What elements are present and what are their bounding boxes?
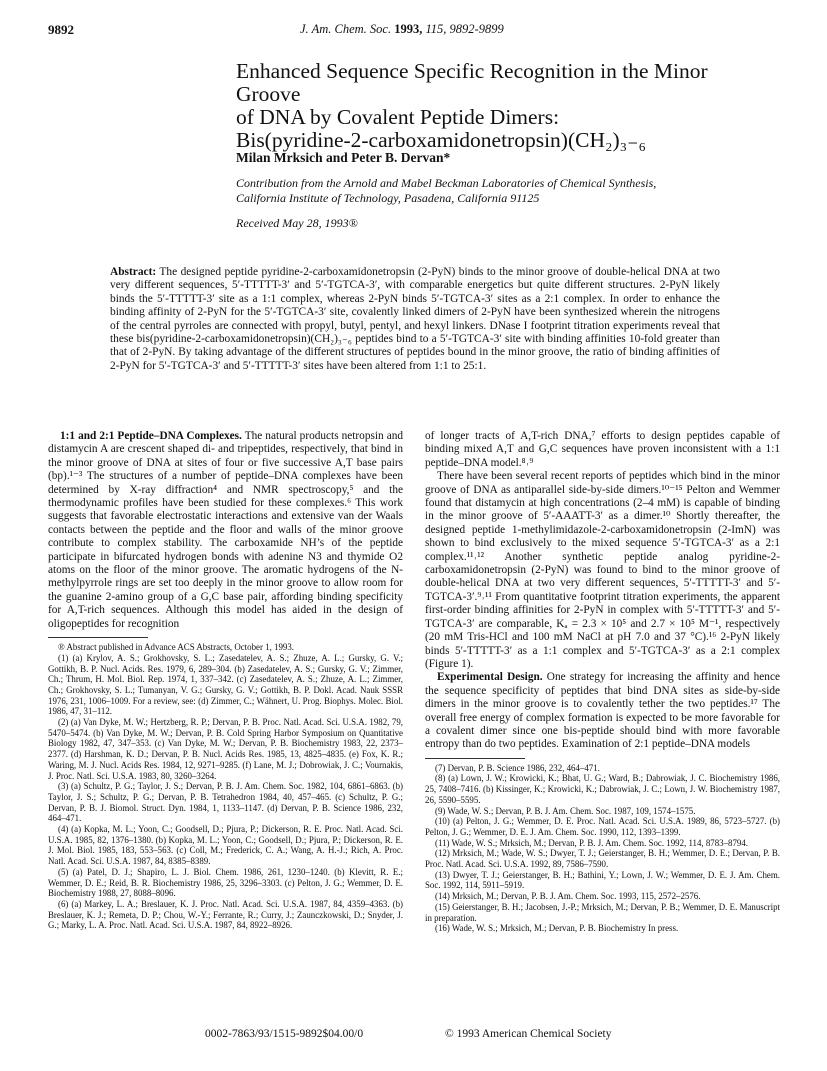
journal-pages: 9892-9899 [449, 22, 504, 36]
section-heading-experimental: Experimental Design. [437, 671, 543, 684]
footer-copyright: © 1993 American Chemical Society [445, 1028, 612, 1040]
section-intro [48, 430, 403, 631]
section-experimental [425, 671, 780, 751]
affiliation-line-2: California Institute of Technology, Pasadena, California 91125 [236, 190, 540, 205]
abstract [110, 266, 720, 373]
footnote: (3) (a) Schultz, P. G.; Taylor, J. S.; Dervan, P. B. J. Am. Chem. Soc. 1982, 104, 6861–6863. (b) Taylor, J. S.; Schultz, P. G.; Dervan, P. B. Tetrahedron 1984, 40, 457–465. (c) Schultz, P. G.; Dervan, P. B. J. Biomol. Struct. Dyn. 1984, 1, 1133–1147. (d) Dervan, P. B. Science 1986, 232, 464–471. [48, 781, 403, 824]
paragraph: There have been several recent reports of peptides which bind in the minor groove of DNA as antiparallel side-by-side dimers.¹⁰⁻¹⁵ Pelton and Wemmer found that distamycin at high concentrations (2–4 mM) is capable of binding in the minor groove of 5′-AAATT-3′ as a dimer.¹⁰ Shortly thereafter, the designed peptide 1-methylimidazole-2-carboxamidonetropsin (2-ImN) was shown to bind exclusively to the mixed sequence 5′-TGTCA-3′ as a 2:1 complex.¹¹˒¹² Another synthetic peptide analog pyridine-2-carboxamidonetropsin (2-PyN) was found to bind to the minor groove of double-helical DNA at two very different sequences, 5′-TTTTT-3′ and 5′-TGTCA-3′.⁹˒¹¹ From quantitative footprint titration experiments, the apparent first-order binding affinities for 2-PyN in complex with 5′-TTTTT-3′ and 5′-TGTCA-3′ are comparable, Kₐ = 2.3 × 10⁵ and 2.7 × 10⁵ M⁻¹, respectively (20 mM Tris-HCl and 100 mM NaCl at pH 7.0 and 37 °C).¹⁶ 2-PyN likely binds 5′-TTTTT-3′ as a 1:1 complex and 5′-TGTCA-3′ as a 2:1 complex (Figure 1). [425, 470, 780, 670]
footnote-divider [48, 637, 148, 638]
title-line-3: Bis(pyridine-2-carboxamidonetropsin)(CH₂)₃₋₆ [236, 128, 646, 152]
affiliation-line-1: Contribution from the Arnold and Mabel Beckman Laboratories of Chemical Synthesis, [236, 176, 657, 190]
section-heading-complexes: 1:1 and 2:1 Peptide–DNA Complexes. [60, 430, 242, 442]
footnote: (4) (a) Kopka, M. L.; Yoon, C.; Goodsell, D.; Pjura, P.; Dickerson, R. E. Proc. Natl. Acad. Sci. U.S.A. 1985, 82, 1376–1380. (b) Kopka, M. L.; Yoon, C.; Goodsell, D.; Pjura, P.; Dickerson, R. E. J. Mol. Biol. 1985, 183, 553–563. (c) Coll, M.; Frederick, C. A.; Wang, A. H.-J.; Rich, A. Proc. Natl. Acad. Sci. U.S.A. 1987, 84, 8385–8389. [48, 824, 403, 867]
author-list: Milan Mrksich and Peter B. Dervan* [236, 150, 451, 165]
footnote: (11) Wade, W. S.; Mrksich, M.; Dervan, P. B. J. Am. Chem. Soc. 1992, 114, 8783–8794. [435, 837, 749, 848]
paragraph: of longer tracts of A,T-rich DNA,⁷ efforts to design peptides capable of binding mixed A,T and G,C sequences have proven inconsistent with a 1:1 peptide–DNA model.⁸˒⁹ [425, 430, 780, 469]
footnote: (9) Wade, W. S.; Dervan, P. B. J. Am. Chem. Soc. 1987, 109, 1574–1575. [435, 805, 696, 816]
footnote: (5) (a) Patel, D. J.; Shapiro, L. J. Biol. Chem. 1986, 261, 1230–1240. (b) Klevitt, R. E.; Wemmer, D. E.; Reid, B. R. Biochemistry 1986, 25, 3296–3303. (c) Pelton, J. G.; Wemmer, D. E. Biochemistry 1988, 27, 8088–8096. [48, 866, 403, 899]
page-number: 9892 [48, 22, 74, 37]
paragraph: One strategy for increasing the affinity and hence the sequence specificity of peptides that bind DNA sites as side-by-side dimers in the minor groove is to covalently tether the two peptides.¹⁷ The overall free energy of complex formation is expected to be more favorable for a covalent dimer since one bis-peptide should bind with more favorable entropy than do two peptides. Examination of 2:1 peptide–DNA models [425, 671, 780, 751]
footnote: (16) Wade, W. S.; Mrksich, M.; Dervan, P. B. Biochemistry In press. [435, 923, 679, 934]
footnotes-left [48, 642, 403, 931]
footnote: (7) Dervan, P. B. Science 1986, 232, 464–471. [435, 762, 600, 773]
paragraph: The natural products netropsin and distamycin A are crescent shaped di- and tripeptides, respectively, that bind in the minor groove of DNA at sites of four or five successive A,T base pairs (bp).¹⁻³ The structures of a number of peptide–DNA complexes have been determined by X-ray diffraction⁴ and NMR spectroscopy,⁵ and the thermodynamic profiles have been studied for these complexes.⁶ This work suggests that favorable electrostatic interactions and extensive van der Waals contacts between the peptide and the floor and walls of the minor groove contribute to complex stability. The carboxamide NH’s of the peptide participate in bifurcated hydrogen bonds with adenine N3 and thymide O2 atoms on the floor of the minor groove. The aromatic hydrogens of the N-methylpyrrole rings are set too deeply in the minor groove to allow room for the guanine 2-amino group of a G,C base pair, affording binding specificity for A,T-rich sequences. Although this model has aided in the design of oligopeptides for recognition [48, 430, 403, 630]
abstract-label: Abstract: [110, 266, 157, 278]
affiliation [236, 176, 796, 205]
column-right [425, 430, 780, 934]
journal-name: J. Am. Chem. Soc. [300, 22, 392, 36]
journal-year: 1993, [394, 22, 423, 36]
title-line-2: of DNA by Covalent Peptide Dimers: [236, 105, 560, 129]
journal-volume: 115, [425, 22, 447, 36]
footnote: (14) Mrksich, M.; Dervan, P. B. J. Am. Chem. Soc. 1993, 115, 2572–2576. [435, 891, 701, 902]
abstract-text: The designed peptide pyridine-2-carboxamidonetropsin (2-PyN) binds to the minor groove of double-helical DNA at two very different sequences, 5′-TTTTT-3′ and 5′-TGTCA-3′, with comparable energetics but quite different structures. 2-PyN likely binds the 5′-TTTTT-3′ site as a 1:1 complex, whereas 2-PyN binds 5′-TGTCA-3′ sites as a 2:1 complex. In order to enhance the binding affinity of 2-PyN for the 5′-TGTCA-3′ site, covalently linked dimers of 2-PyN have been synthesized wherein the nitrogens of the central pyrroles are connected with propyl, butyl, pentyl, and hexyl linkers. DNase I footprint titration experiments reveal that these bis(pyridine-2-carboxamidonetropsin)(CH₂)₃₋₆ peptides bind to a 5′-TGTCA-3′ site with binding affinities 10-fold greater than that of 2-PyN. By taking advantage of the different structures of peptides bound in the minor groove, the ratio of binding affinities of 2-PyN for 5′-TGTCA-3′ and 5′-TTTTT-3′ sites have been altered from 1:1 to 25:1. [110, 266, 720, 372]
received-date: Received May 28, 1993® [236, 216, 358, 230]
column-left [48, 430, 403, 931]
title-line-1: Enhanced Sequence Specific Recognition in the Minor Groove [236, 59, 708, 106]
footnote-divider [425, 758, 525, 759]
footnotes-right [425, 763, 780, 934]
footnote: (10) (a) Pelton, J. G.; Wemmer, D. E. Proc. Natl. Acad. Sci. U.S.A. 1989, 86, 5723–5727. (b) Pelton, J. G.; Wemmer, D. E. J. Am. Chem. Soc. 1990, 112, 1393–1399. [425, 816, 780, 837]
article-title [236, 60, 776, 152]
footnote: (8) (a) Lown, J. W.; Krowicki, K.; Bhat, U. G.; Ward, B.; Dabrowiak, J. C. Biochemistry 1986, 25, 7408–7416. (b) Kissinger, K.; Krowicki, K.; Dabrowiak, J. C.; Lown, J. W. Biochemistry 1987, 26, 5590–5595. [425, 773, 780, 805]
footnote: (15) Geierstanger, B. H.; Jacobsen, J.-P.; Mrksich, M.; Dervan, P. B.; Wemmer, D. E. Manuscript in preparation. [425, 901, 780, 923]
footnote: ® Abstract published in Advance ACS Abstracts, October 1, 1993. [58, 642, 294, 653]
footnote: (2) (a) Van Dyke, M. W.; Hertzberg, R. P.; Dervan, P. B. Proc. Natl. Acad. Sci. U.S.A. 1982, 79, 5470–5474. (b) Van Dyke, M. W.; Dervan, P. B. Cold Spring Harbor Symposium on Quantitative Biology 1982, 47, 347–353. (c) Van Dyke, M. W.; Dervan, P. B. Biochemistry 1983, 22, 2373–2377. (d) Harshman, K. D.; Dervan, P. B. Nucl. Acids Res. 1985, 13, 4825–4835. (e) Fox, K. R.; Waring, M. J. Nucl. Acids Res. 1984, 12, 9271–9285. (f) Lane, M. J.; Dobrowiak, J. C.; Vournakis, J. Proc. Natl. Sci. U.S.A. 1983, 80, 3260–3264. [48, 717, 403, 781]
running-head [300, 22, 504, 37]
footnote: (13) Dwyer, T. J.; Geierstanger, B. H.; Bathini, Y.; Lown, J. W.; Wemmer, D. E. J. Am. Chem. Soc. 1992, 114, 5911–5919. [425, 869, 780, 891]
footer-code: 0002-7863/93/1515-9892$04.00/0 [205, 1028, 364, 1040]
footnote: (12) Mrksich, M.; Wade, W. S.; Dwyer, T. J.; Geierstanger, B. H.; Wemmer, D. E.; Dervan, P. B. Proc. Natl. Acad. Sci. U.S.A. 1992, 89, 7586–7590. [425, 848, 780, 870]
footnote: (1) (a) Krylov, A. S.; Grokhovsky, S. L.; Zasedatelev, A. S.; Zhuze, A. L.; Gursky, G. V.; Gottikh, B. P. Nucl. Acids. Res. 1979, 6, 289–304. (b) Zasedatelev, A. S.; Gursky, G. V.; Zimmer, Ch.; Thrum, H. Mol. Biol. Rep. 1974, 1, 337–342. (c) Zasedatelev, A. S.; Zhuze, A. L.; Zimmer, Ch.; Grokhovsky, S. L.; Tumanyan, V. G.; Gursky, G. V.; Gottikh, B. P. Dokl. Acad. Nauk SSSR 1976, 231, 1006–1009. For a review, see: (d) Zimmer, C.; Wähnert, U. Prog. Biophys. Molec. Biol. 1986, 47, 31–112. [48, 652, 403, 717]
footnote: (6) (a) Markey, L. A.; Breslauer, K. J. Proc. Natl. Acad. Sci. U.S.A. 1987, 84, 4359–4363. (b) Breslauer, K. J.; Remeta, D. P.; Chou, W.-Y.; Ferrante, R.; Curry, J.; Zaunczkowski, D.; Snyder, J. G.; Marky, L. A. Proc. Natl. Acad. Sci. U.S.A. 1987, 84, 8922–8926. [48, 898, 403, 931]
